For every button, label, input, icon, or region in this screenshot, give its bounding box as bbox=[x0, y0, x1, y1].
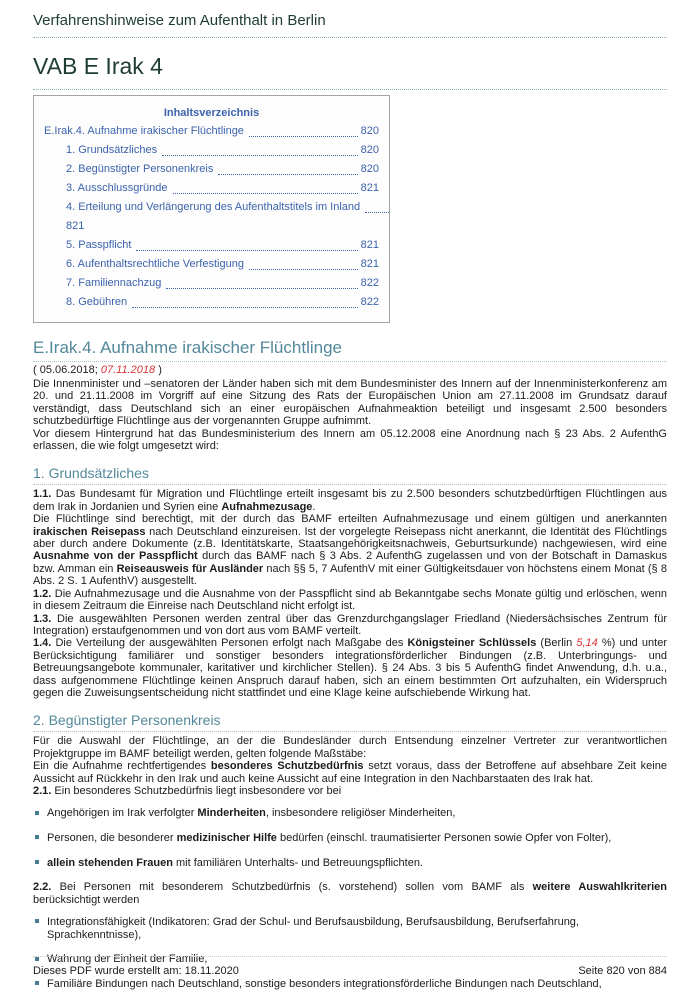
list-item-text: Personen, die besonderer medizinischer Hilfe bedürfen (einschl. traumatisierter Personen sowie Opfer von Folter), bbox=[47, 831, 612, 844]
toc-item-label[interactable]: 3. Ausschlussgründe bbox=[66, 182, 168, 194]
toc-item-label[interactable]: 5. Passpflicht bbox=[66, 239, 132, 251]
toc-item-page-wrapped[interactable]: 821 bbox=[66, 220, 85, 232]
list-item-text: Angehörigen im Irak verfolgter Minderheiten, insbesondere religiöser Minderheiten, bbox=[47, 807, 456, 820]
intro-paragraph: Vor diesem Hintergrund hat das Bundesministerium des Innern am 05.12.2008 eine Anordnung nach § 23 Abs. 2 AufenthG erlassen, die wie folgt umgesetzt wird: bbox=[33, 427, 667, 453]
toc-item-label[interactable]: 4. Erteilung und Verlängerung des Aufenthaltstitels im Inland bbox=[66, 201, 361, 213]
paragraph-2-intro: Für die Auswahl der Flüchtlinge, an der die Bundesländer durch Entsendung einzelner Vertreter zur verantwortlichen Projektgruppe im BAMF beteiligt werden, gelten folgende Maßstäbe: bbox=[33, 735, 667, 760]
toc-dot-leader bbox=[249, 269, 358, 270]
section-heading: E.Irak.4. Aufnahme irakischer Flüchtlinge bbox=[33, 338, 667, 362]
toc-item-page: 821 bbox=[360, 239, 379, 251]
toc-item-label[interactable]: 6. Aufenthaltsrechtliche Verfestigung bbox=[66, 258, 244, 270]
toc-item-page: 821 bbox=[360, 182, 379, 194]
toc-dot-leader bbox=[162, 155, 358, 156]
paragraph-2-1: 2.1. Ein besonderes Schutzbedürfnis liegt insbesondere vor bei bbox=[33, 784, 342, 797]
toc-title: Inhaltsverzeichnis bbox=[163, 107, 260, 119]
toc-item-page: 822 bbox=[360, 296, 379, 308]
toc-item[interactable] bbox=[44, 293, 379, 312]
protection-criteria-list bbox=[33, 807, 667, 869]
list-item-text: Familiäre Bindungen nach Deutschland, sonstige besonders integrationsförderliche Bindungen nach Deutschland, bbox=[47, 977, 602, 990]
toc-item-page: 821 bbox=[360, 258, 379, 270]
toc-item-page: 820 bbox=[360, 163, 379, 175]
selection-criteria-list bbox=[33, 916, 667, 990]
toc-item-label[interactable]: E.Irak.4. Aufnahme irakischer Flüchtlinge bbox=[44, 125, 244, 137]
doc-footer bbox=[33, 956, 667, 977]
toc-dot-leader bbox=[365, 212, 389, 213]
toc-dot-leader bbox=[173, 193, 358, 194]
toc-item-page: 820 bbox=[360, 125, 379, 137]
list-item bbox=[35, 978, 667, 990]
footer-created-date: Dieses PDF wurde erstellt am: 18.11.2020 bbox=[33, 965, 239, 977]
toc-item-label[interactable]: 2. Begünstigter Personenkreis bbox=[66, 163, 214, 175]
paragraph-1-1: 1.1. Das Bundesamt für Migration und Flüchtlinge erteilt insgesamt bis zu 2.500 besonders schutzbedürftigen Flüchtlingen aus dem Irak in Jordanien und Syrien eine Aufnahmezusage. bbox=[33, 488, 667, 513]
list-item bbox=[35, 857, 667, 870]
toc-item-label[interactable]: 7. Familiennachzug bbox=[66, 277, 162, 289]
revision-dates: ( 05.06.2018; 07.11.2018 ) bbox=[33, 364, 162, 376]
toc-dot-leader bbox=[218, 174, 357, 175]
list-item-text: Integrationsfähigkeit (Indikatoren: Grad der Schul- und Berufsausbildung, Berufsausbildung, Berufserfahrung, Sprachkenntnisse), bbox=[47, 915, 579, 941]
toc-item-page: 822 bbox=[360, 277, 379, 289]
toc-item[interactable] bbox=[44, 274, 379, 293]
list-item bbox=[35, 832, 667, 845]
doc-header bbox=[33, 12, 667, 38]
toc-item[interactable] bbox=[44, 141, 379, 160]
doc-title: VAB E Irak 4 bbox=[33, 53, 667, 90]
footer-page-number: Seite 820 von 884 bbox=[578, 965, 667, 977]
paragraph-1-4: 1.4. Die Verteilung der ausgewählten Personen erfolgt nach Maßgabe des Königsteiner Schlüssels (Berlin 5,14 %) und unter Berücksichtigung familiärer und sonstiger besonders integrationsförderlicher Bindungen (z.B. Unterbringungs- und Betreuungsangebote kommunaler, karitativer und kirchlicher Stellen). § 24 Abs. 3 bis 5 AufenthG findet Anwendung, d.h. u.a., dass aufgenommene Flüchtlinge keinen Anspruch darauf haben, sich an einem bestimmten Ort aufzuhalten, ein Widerspruch gegen die Zuweisungsentscheidung nicht stattfindet und eine Klage keine aufschiebende Wirkung hat. bbox=[33, 637, 667, 699]
toc-item[interactable] bbox=[44, 179, 379, 198]
table-of-contents bbox=[33, 95, 390, 323]
toc-item-label[interactable]: 1. Grundsätzliches bbox=[66, 144, 158, 156]
list-item-text: allein stehenden Frauen mit familiären Unterhalts- und Betreuungspflichten. bbox=[47, 856, 423, 869]
toc-item[interactable] bbox=[44, 236, 379, 255]
toc-dot-leader bbox=[166, 288, 357, 289]
list-item bbox=[35, 807, 667, 820]
subsection-heading-1: 1. Grundsätzliches bbox=[33, 465, 667, 485]
list-item bbox=[35, 916, 667, 941]
paragraph-1-2: 1.2. Die Aufnahmezusage und die Ausnahme von der Passpflicht sind ab Bekanntgabe sechs Monate gültig und erlöschen, wenn in diesem Zeitraum die Einreise nach Deutschland nicht erfolgt ist. bbox=[33, 587, 667, 613]
toc-dot-leader bbox=[249, 136, 358, 137]
paragraph-2-criteria: Ein die Aufnahme rechtfertigendes besonderes Schutzbedürfnis setzt voraus, dass der Betroffene auf absehbare Zeit keine Aussicht auf Rückkehr in den Irak und auch keine Aussicht auf eine Integration in den Nachbarstaaten des Irak hat. bbox=[33, 760, 667, 785]
toc-item[interactable] bbox=[44, 160, 379, 179]
toc-item[interactable] bbox=[44, 198, 379, 217]
subsection-heading-2: 2. Begünstigter Personenkreis bbox=[33, 712, 667, 732]
toc-item-page: 820 bbox=[360, 144, 379, 156]
paragraph-1-1b: Die Flüchtlinge sind berechtigt, mit der durch das BAMF erteilten Aufnahmezusage und einem gültigen und anerkannten irakischen Reisepass nach Deutschland einzureisen. Ist der vorgelegte Reisepass nicht anerkannt, die Identität des Flüchtlings aber durch andere Dokumente (z.B. Identitätskarte, Staatsangehörigkeitsnachweis, Geburtsurkunde) nachgewiesen, wird eine Ausnahme von der Passpflicht durch das BAMF nach § 3 Abs. 2 AufenthG zugelassen und von der Botschaft in Damaskus bzw. Amman ein Reiseausweis für Ausländer nach §§ 5, 7 AufenthV mit einer Gültigkeitsdauer von höchstens einem Monat (§ 8 Abs. 2 S. 1 AufenthV) ausgestellt. bbox=[33, 513, 667, 588]
toc-item[interactable] bbox=[44, 122, 379, 141]
list-item-text: Wahrung der Einheit der Familie, bbox=[47, 953, 208, 966]
toc-dot-leader bbox=[132, 307, 357, 308]
toc-item-label[interactable]: 8. Gebühren bbox=[66, 296, 128, 308]
toc-item[interactable] bbox=[44, 255, 379, 274]
paragraph-1-3: 1.3. Die ausgewählten Personen werden zentral über das Grenzdurchgangslager Friedland (Niedersächsisches Zentrum für Integration) erstaufgenommen und von dort aus vom BAMF verteilt. bbox=[33, 612, 667, 637]
paragraph-2-2: 2.2. Bei Personen mit besonderem Schutzbedürfnis (s. vorstehend) sollen vom BAMF als weitere Auswahlkriterien berücksichtigt werden bbox=[33, 881, 667, 906]
doc-header-title: Verfahrenshinweise zum Aufenthalt in Berlin bbox=[33, 12, 667, 38]
intro-paragraph: Die Innenminister und –senatoren der Länder haben sich mit dem Bundesminister des Innern auf der Innenministerkonferenz am 20. und 21.11.2008 im Vorgriff auf eine Sitzung des Rats der Europäischen Union am 27.11.2008 im Grundsatz darauf verständigt, dass Deutschland sich an einer europäischen Aufnahmeaktion beteiligt und insgesamt 2.500 besonders schutzbedürftige Flüchtlinge aus der vorgenannten Gruppe aufnimmt. bbox=[33, 378, 667, 428]
toc-dot-leader bbox=[136, 250, 357, 251]
